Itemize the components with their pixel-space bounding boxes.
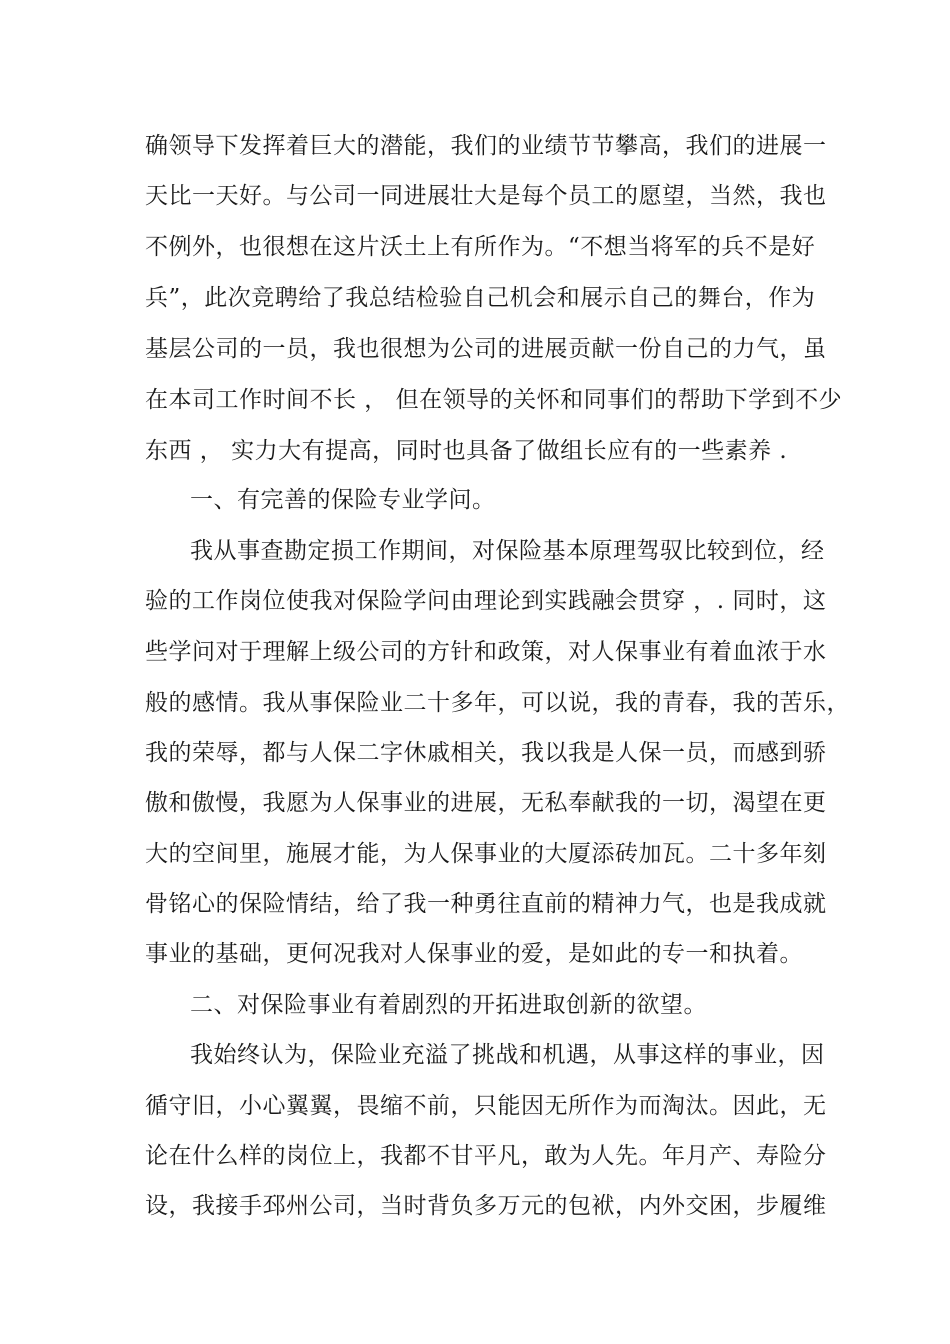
text-line-19: 我始终认为，保险业充溢了挑战和机遇，从事这样的事业，因 [190,1042,825,1068]
text-line-13: 我的荣辱，都与人保二字休戚相关，我以我是人保一员，而感到骄 [145,740,827,766]
text-line-21: 论在什么样的岗位上，我都不甘平凡，敢为人先。年月产、寿险分 [145,1143,827,1169]
text-line-20: 循守旧，小心翼翼，畏缩不前，只能因无所作为而淘汰。因此，无 [145,1093,827,1119]
text-line-17: 事业的基础，更何况我对人保事业的爱，是如此的专一和执着。 [145,941,803,967]
text-line-14: 傲和傲慢，我愿为人保事业的进展，无私奉献我的一切，渴望在更 [145,790,827,816]
text-line-15: 大的空间里，施展才能，为人保事业的大厦添砖加瓦。二十多年刻 [145,841,827,867]
text-line-10: 验的工作岗位使我对保险学问由理论到实践融会贯穿 ，. 同时，这 [145,588,827,614]
text-line-7: 东西 ， 实力大有提高，同时也具备了做组长应有的一些素养 . [145,438,788,464]
text-line-16: 骨铭心的保险情结，给了我一种勇往直前的精神力气，也是我成就 [145,891,827,917]
text-line-5: 基层公司的一员，我也很想为公司的进展贡献一份自己的力气，虽 [145,336,827,362]
text-line-22: 设，我接手邳州公司，当时背负多万元的包袱，内外交困，步履维 [145,1193,827,1219]
text-line-11: 些学问对于理解上级公司的方针和政策，对人保事业有着血浓于水 [145,639,827,665]
text-line-3: 不例外，也很想在这片沃土上有所作为。“不想当将军的兵不是好 [145,234,816,260]
section-heading-2: 二、对保险事业有着剧烈的开拓进取创新的欲望。 [190,992,707,1018]
text-line-4: 兵”，此次竞聘给了我总结检验自己机会和展示自己的舞台，作为 [145,285,816,311]
text-line-1: 确领导下发挥着巨大的潜能，我们的业绩节节攀高，我们的进展一 [145,133,827,159]
section-heading-1: 一、有完善的保险专业学问。 [190,487,496,513]
text-line-2: 天比一天好。与公司一同进展壮大是每个员工的愿望，当然，我也 [145,183,827,209]
text-line-9: 我从事查勘定损工作期间，对保险基本原理驾驭比较到位，经 [190,538,825,564]
text-line-6: 在本司工作时间不长 ， 但在领导的关怀和同事们的帮助下学到不少 [145,387,843,413]
text-line-12: 般的感情。我从事保险业二十多年，可以说，我的青春，我的苦乐， [145,690,850,716]
